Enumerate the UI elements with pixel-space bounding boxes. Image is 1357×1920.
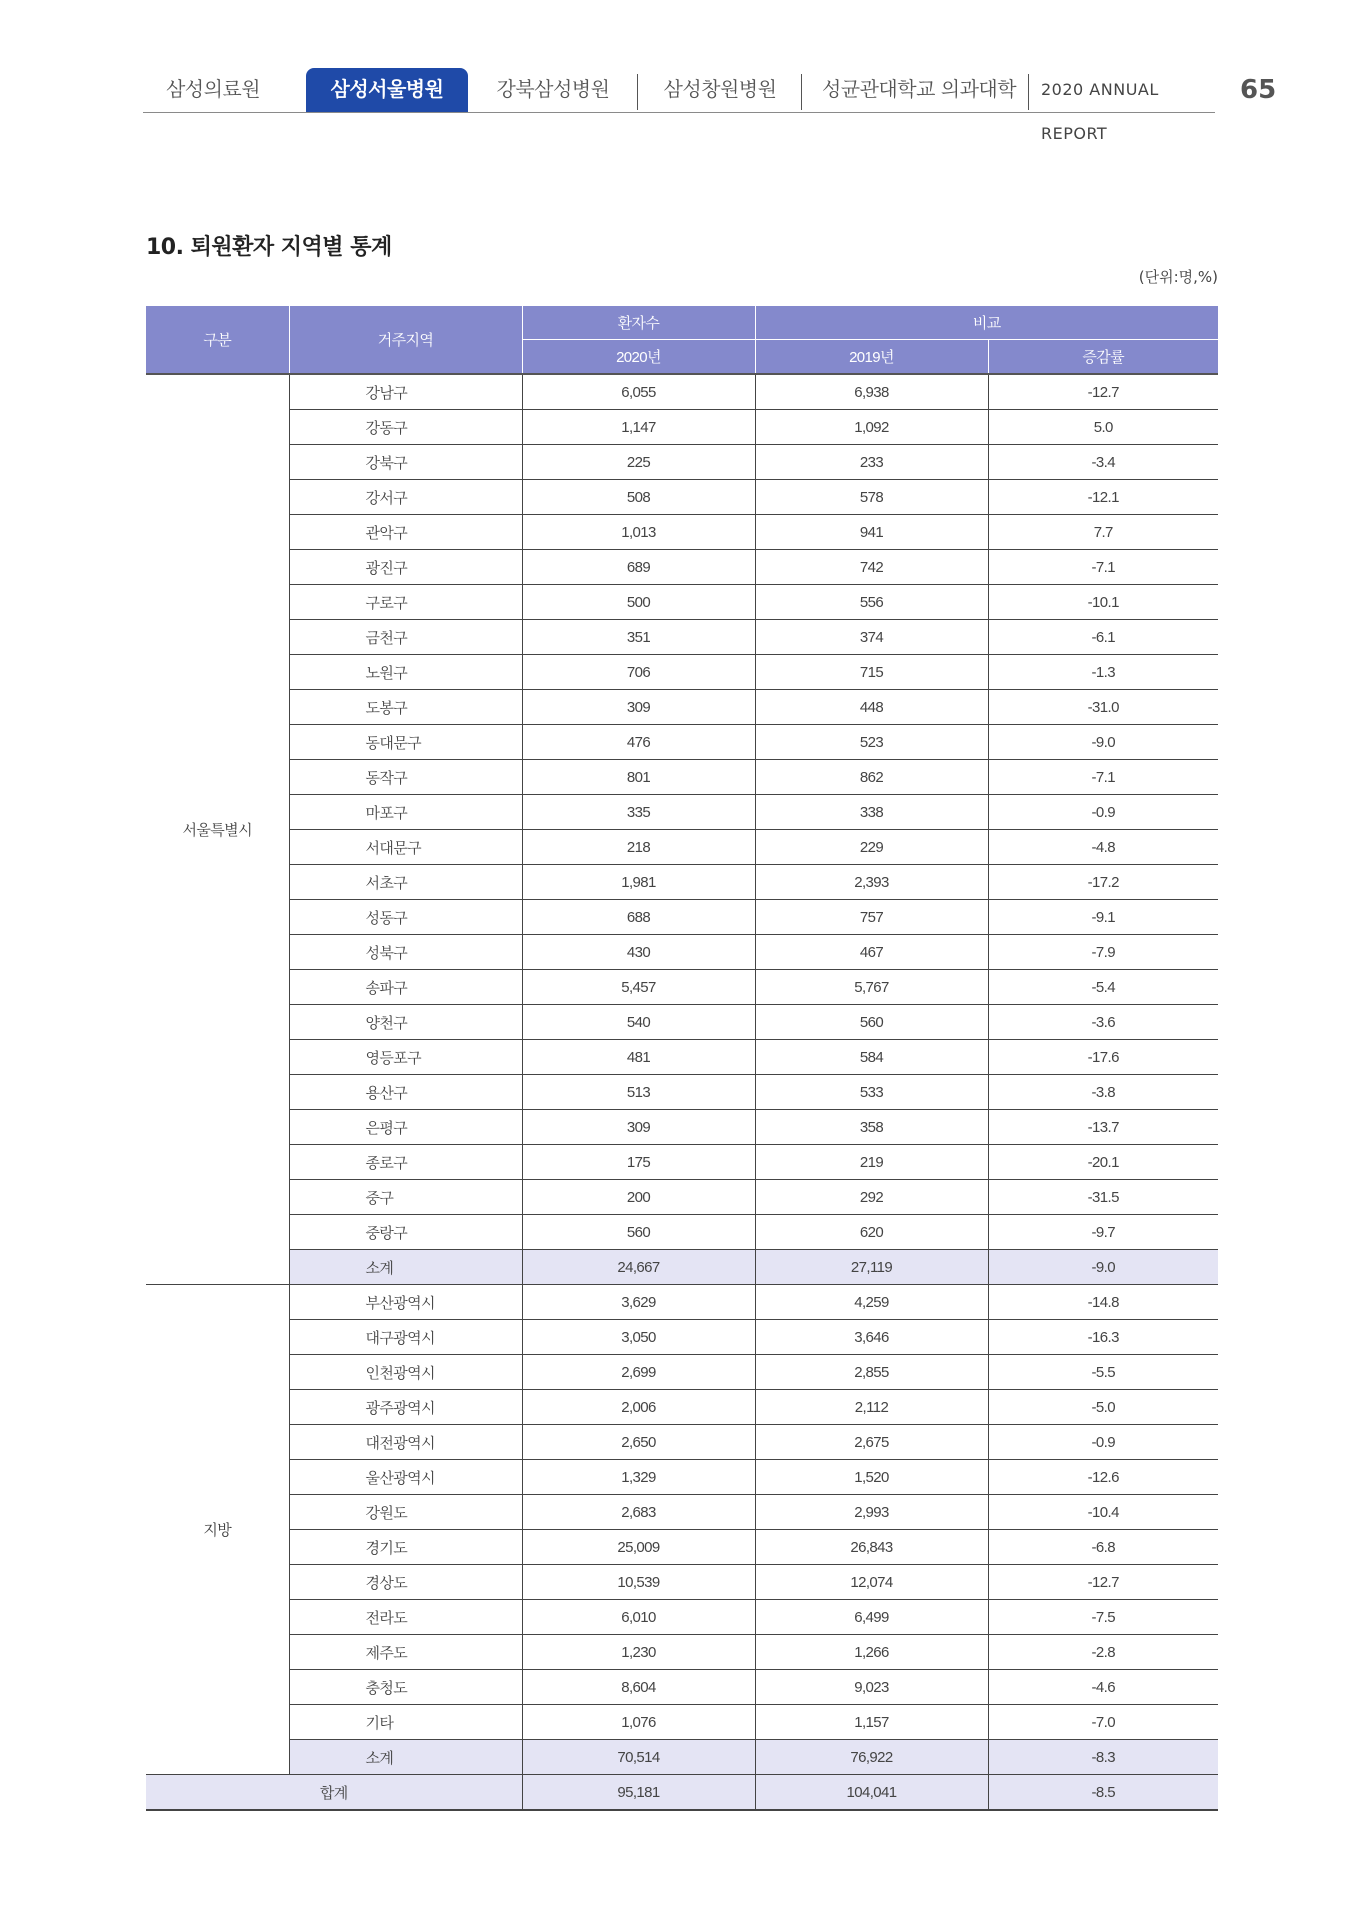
change-rate: -7.5 (988, 1600, 1218, 1635)
change-rate: -3.4 (988, 445, 1218, 480)
value-2019: 9,023 (755, 1670, 988, 1705)
region-name: 대전광역시 (289, 1425, 522, 1460)
subtotal-row (146, 1740, 1218, 1775)
top-navigation (143, 68, 1215, 143)
value-2020: 430 (522, 935, 755, 970)
table-row (146, 480, 1218, 515)
header-patients: 환자수 (522, 306, 755, 340)
tab-samsung-seoul-hospital[interactable]: 삼성서울병원 (306, 68, 468, 112)
region-name: 도봉구 (289, 690, 522, 725)
region-name: 경상도 (289, 1565, 522, 1600)
change-rate: -17.6 (988, 1040, 1218, 1075)
table-row (146, 1390, 1218, 1425)
value-2019: 4,259 (755, 1285, 988, 1320)
table-row (146, 1075, 1218, 1110)
table-row (146, 1495, 1218, 1530)
table-row (146, 1040, 1218, 1075)
unit-note: (단위:명,%) (1138, 268, 1218, 286)
region-name: 전라도 (289, 1600, 522, 1635)
subtotal-2019: 76,922 (755, 1740, 988, 1775)
value-2019: 1,266 (755, 1635, 988, 1670)
region-name: 용산구 (289, 1075, 522, 1110)
table-row (146, 900, 1218, 935)
table-row (146, 1005, 1218, 1040)
change-rate: -5.0 (988, 1390, 1218, 1425)
subtotal-2020: 70,514 (522, 1740, 755, 1775)
value-2020: 225 (522, 445, 755, 480)
value-2019: 12,074 (755, 1565, 988, 1600)
total-row (146, 1775, 1218, 1811)
value-2020: 309 (522, 690, 755, 725)
group-label: 지방 (146, 1285, 289, 1775)
header-category: 구분 (146, 306, 289, 374)
value-2020: 25,009 (522, 1530, 755, 1565)
value-2019: 229 (755, 830, 988, 865)
value-2020: 560 (522, 1215, 755, 1250)
value-2020: 10,539 (522, 1565, 755, 1600)
value-2020: 476 (522, 725, 755, 760)
value-2019: 448 (755, 690, 988, 725)
change-rate: -20.1 (988, 1145, 1218, 1180)
region-name: 울산광역시 (289, 1460, 522, 1495)
value-2019: 560 (755, 1005, 988, 1040)
value-2019: 715 (755, 655, 988, 690)
change-rate: -6.8 (988, 1530, 1218, 1565)
table-row (146, 1530, 1218, 1565)
header-year-2020: 2020년 (522, 340, 755, 375)
change-rate: 7.7 (988, 515, 1218, 550)
change-rate: 5.0 (988, 410, 1218, 445)
region-name: 대구광역시 (289, 1320, 522, 1355)
change-rate: -4.6 (988, 1670, 1218, 1705)
tab-divider (1028, 74, 1029, 110)
value-2020: 1,981 (522, 865, 755, 900)
table-row (146, 970, 1218, 1005)
value-2019: 2,675 (755, 1425, 988, 1460)
region-name: 영등포구 (289, 1040, 522, 1075)
value-2020: 8,604 (522, 1670, 755, 1705)
subtotal-2020: 24,667 (522, 1250, 755, 1285)
value-2020: 1,329 (522, 1460, 755, 1495)
subtotal-label: 소계 (289, 1740, 522, 1775)
value-2020: 218 (522, 830, 755, 865)
value-2020: 1,147 (522, 410, 755, 445)
change-rate: -1.3 (988, 655, 1218, 690)
change-rate: -0.9 (988, 795, 1218, 830)
discharge-region-table (146, 306, 1218, 1811)
region-name: 성동구 (289, 900, 522, 935)
table-row (146, 1320, 1218, 1355)
change-rate: -31.0 (988, 690, 1218, 725)
value-2019: 1,157 (755, 1705, 988, 1740)
region-name: 인천광역시 (289, 1355, 522, 1390)
change-rate: -13.7 (988, 1110, 1218, 1145)
subtotal-change-rate: -8.3 (988, 1740, 1218, 1775)
value-2019: 1,520 (755, 1460, 988, 1495)
group-label: 서울특별시 (146, 374, 289, 1285)
region-name: 강남구 (289, 374, 522, 410)
change-rate: -3.6 (988, 1005, 1218, 1040)
table-row (146, 935, 1218, 970)
region-name: 금천구 (289, 620, 522, 655)
region-name: 강원도 (289, 1495, 522, 1530)
region-name: 성북구 (289, 935, 522, 970)
tab-kangbuk-samsung-hospital[interactable]: 강북삼성병원 (496, 77, 610, 101)
value-2019: 233 (755, 445, 988, 480)
value-2019: 757 (755, 900, 988, 935)
change-rate: -2.8 (988, 1635, 1218, 1670)
value-2020: 309 (522, 1110, 755, 1145)
region-name: 부산광역시 (289, 1285, 522, 1320)
subtotal-label: 소계 (289, 1250, 522, 1285)
value-2019: 374 (755, 620, 988, 655)
value-2019: 584 (755, 1040, 988, 1075)
value-2020: 1,076 (522, 1705, 755, 1740)
table-row (146, 620, 1218, 655)
value-2019: 6,499 (755, 1600, 988, 1635)
header-comparison: 비교 (755, 306, 1218, 340)
total-2020: 95,181 (522, 1775, 755, 1811)
value-2019: 467 (755, 935, 988, 970)
change-rate: -7.0 (988, 1705, 1218, 1740)
tab-divider (637, 74, 638, 110)
value-2019: 742 (755, 550, 988, 585)
value-2020: 335 (522, 795, 755, 830)
table-row (146, 725, 1218, 760)
value-2019: 941 (755, 515, 988, 550)
table-row (146, 1565, 1218, 1600)
value-2019: 1,092 (755, 410, 988, 445)
change-rate: -14.8 (988, 1285, 1218, 1320)
table-row (146, 1145, 1218, 1180)
change-rate: -9.0 (988, 725, 1218, 760)
region-name: 강서구 (289, 480, 522, 515)
change-rate: -9.1 (988, 900, 1218, 935)
value-2019: 338 (755, 795, 988, 830)
value-2020: 3,050 (522, 1320, 755, 1355)
table-row (146, 1670, 1218, 1705)
table-row (146, 760, 1218, 795)
value-2020: 2,650 (522, 1425, 755, 1460)
change-rate: -6.1 (988, 620, 1218, 655)
change-rate: -10.1 (988, 585, 1218, 620)
region-name: 광진구 (289, 550, 522, 585)
change-rate: -10.4 (988, 1495, 1218, 1530)
region-name: 서초구 (289, 865, 522, 900)
value-2019: 6,938 (755, 374, 988, 410)
region-name: 동대문구 (289, 725, 522, 760)
value-2019: 2,855 (755, 1355, 988, 1390)
change-rate: -7.9 (988, 935, 1218, 970)
region-name: 관악구 (289, 515, 522, 550)
table-row (146, 1705, 1218, 1740)
region-name: 기타 (289, 1705, 522, 1740)
region-name: 제주도 (289, 1635, 522, 1670)
tab-samsung-medical-center[interactable]: 삼성의료원 (165, 77, 261, 101)
change-rate: -12.1 (988, 480, 1218, 515)
value-2020: 175 (522, 1145, 755, 1180)
region-name: 종로구 (289, 1145, 522, 1180)
change-rate: -0.9 (988, 1425, 1218, 1460)
value-2020: 540 (522, 1005, 755, 1040)
value-2019: 620 (755, 1215, 988, 1250)
value-2019: 5,767 (755, 970, 988, 1005)
change-rate: -5.5 (988, 1355, 1218, 1390)
value-2019: 26,843 (755, 1530, 988, 1565)
value-2020: 513 (522, 1075, 755, 1110)
region-name: 마포구 (289, 795, 522, 830)
table-row (146, 1355, 1218, 1390)
change-rate: -9.7 (988, 1215, 1218, 1250)
value-2019: 578 (755, 480, 988, 515)
change-rate: -12.6 (988, 1460, 1218, 1495)
value-2020: 1,013 (522, 515, 755, 550)
value-2020: 1,230 (522, 1635, 755, 1670)
value-2019: 523 (755, 725, 988, 760)
region-name: 강북구 (289, 445, 522, 480)
value-2019: 2,993 (755, 1495, 988, 1530)
value-2019: 3,646 (755, 1320, 988, 1355)
header-year-2019: 2019년 (755, 340, 988, 375)
value-2019: 556 (755, 585, 988, 620)
page-number: 65 (1240, 75, 1277, 105)
region-name: 서대문구 (289, 830, 522, 865)
region-name: 은평구 (289, 1110, 522, 1145)
subtotal-row (146, 1250, 1218, 1285)
table-body (146, 374, 1218, 1810)
table-row (146, 1460, 1218, 1495)
table-row (146, 795, 1218, 830)
value-2019: 358 (755, 1110, 988, 1145)
value-2020: 2,683 (522, 1495, 755, 1530)
region-name: 중랑구 (289, 1215, 522, 1250)
value-2019: 2,112 (755, 1390, 988, 1425)
region-name: 충청도 (289, 1670, 522, 1705)
value-2020: 5,457 (522, 970, 755, 1005)
subtotal-2019: 27,119 (755, 1250, 988, 1285)
value-2020: 508 (522, 480, 755, 515)
change-rate: -7.1 (988, 760, 1218, 795)
region-name: 노원구 (289, 655, 522, 690)
table-row (146, 585, 1218, 620)
region-name: 광주광역시 (289, 1390, 522, 1425)
value-2019: 2,393 (755, 865, 988, 900)
total-2019: 104,041 (755, 1775, 988, 1811)
change-rate: -12.7 (988, 374, 1218, 410)
value-2020: 689 (522, 550, 755, 585)
table-row (146, 865, 1218, 900)
change-rate: -12.7 (988, 1565, 1218, 1600)
region-name: 구로구 (289, 585, 522, 620)
table-row (146, 445, 1218, 480)
region-name: 중구 (289, 1180, 522, 1215)
value-2020: 706 (522, 655, 755, 690)
value-2020: 481 (522, 1040, 755, 1075)
change-rate: -4.8 (988, 830, 1218, 865)
value-2020: 2,699 (522, 1355, 755, 1390)
table-row (146, 374, 1218, 410)
table-row (146, 1600, 1218, 1635)
table-row (146, 1110, 1218, 1145)
table-row (146, 655, 1218, 690)
value-2019: 292 (755, 1180, 988, 1215)
table-row (146, 1215, 1218, 1250)
change-rate: -16.3 (988, 1320, 1218, 1355)
region-name: 양천구 (289, 1005, 522, 1040)
table-row (146, 1635, 1218, 1670)
table-row (146, 1180, 1218, 1215)
total-label: 합계 (146, 1775, 522, 1811)
change-rate: -3.8 (988, 1075, 1218, 1110)
table-row (146, 550, 1218, 585)
header-change-rate: 증감률 (988, 340, 1218, 375)
table-row (146, 830, 1218, 865)
value-2020: 801 (522, 760, 755, 795)
value-2020: 6,010 (522, 1600, 755, 1635)
tab-skku-medical-school[interactable]: 성균관대학교 의과대학 (821, 77, 1017, 101)
value-2020: 500 (522, 585, 755, 620)
total-change-rate: -8.5 (988, 1775, 1218, 1811)
value-2020: 2,006 (522, 1390, 755, 1425)
table-row (146, 690, 1218, 725)
value-2019: 533 (755, 1075, 988, 1110)
table-row (146, 1285, 1218, 1320)
header-region: 거주지역 (289, 306, 522, 374)
subtotal-change-rate: -9.0 (988, 1250, 1218, 1285)
region-name: 경기도 (289, 1530, 522, 1565)
table-row (146, 410, 1218, 445)
annual-report-label: 2020 ANNUAL REPORT (1041, 80, 1159, 143)
section-title: 10. 퇴원환자 지역별 통계 (146, 235, 392, 260)
change-rate: -5.4 (988, 970, 1218, 1005)
value-2020: 200 (522, 1180, 755, 1215)
tab-divider (801, 74, 802, 110)
region-name: 동작구 (289, 760, 522, 795)
value-2019: 219 (755, 1145, 988, 1180)
table-row (146, 1425, 1218, 1460)
value-2019: 862 (755, 760, 988, 795)
value-2020: 3,629 (522, 1285, 755, 1320)
change-rate: -17.2 (988, 865, 1218, 900)
region-name: 송파구 (289, 970, 522, 1005)
table-row (146, 515, 1218, 550)
region-name: 강동구 (289, 410, 522, 445)
value-2020: 351 (522, 620, 755, 655)
tab-samsung-changwon-hospital[interactable]: 삼성창원병원 (663, 77, 777, 101)
change-rate: -7.1 (988, 550, 1218, 585)
value-2020: 688 (522, 900, 755, 935)
value-2020: 6,055 (522, 374, 755, 410)
change-rate: -31.5 (988, 1180, 1218, 1215)
